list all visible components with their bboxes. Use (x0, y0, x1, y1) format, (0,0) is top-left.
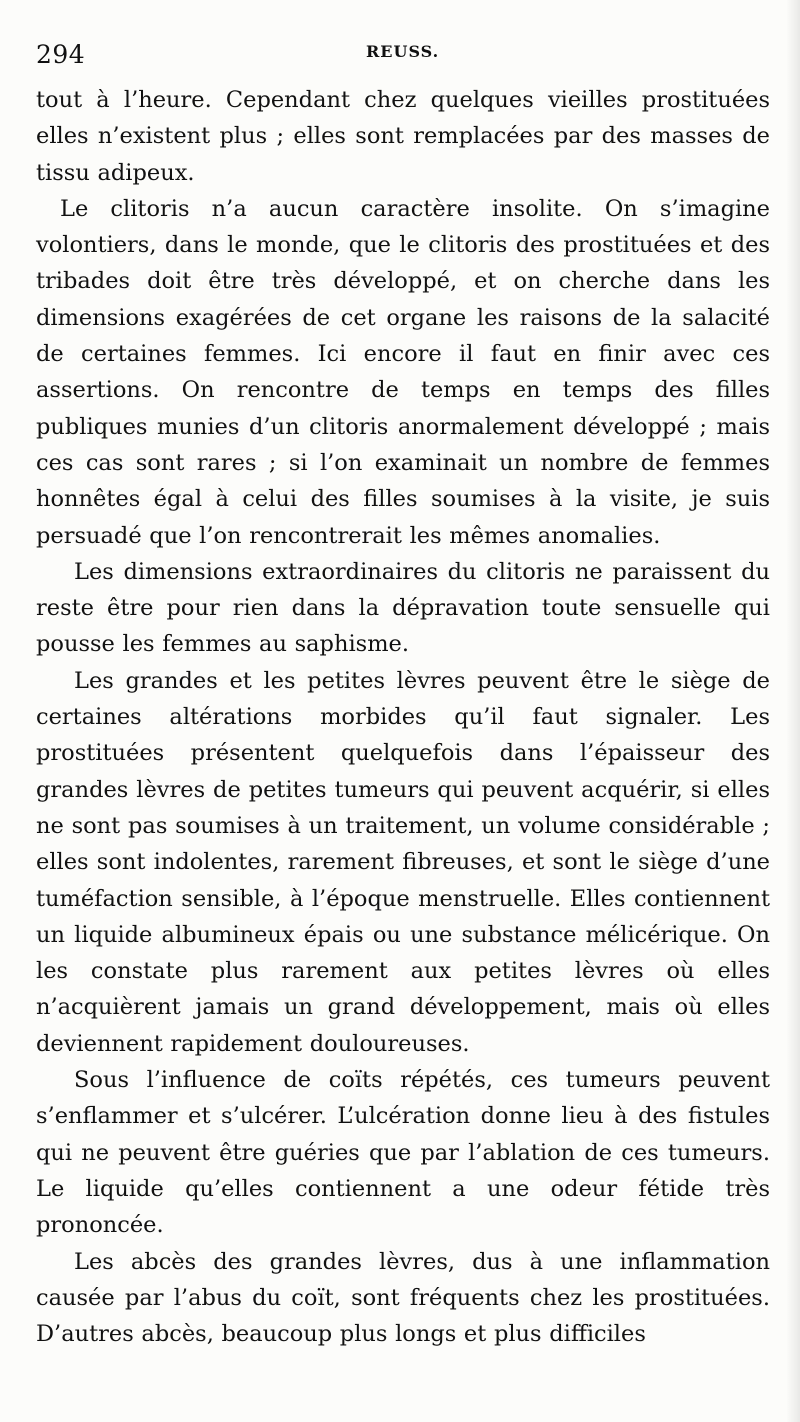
paragraph-dimensions: Les dimensions extraordinaires du clitoris ne paraissent du reste être pour rien dans la dépravation toute sensuelle qui pousse les femmes au saphisme. (36, 558, 770, 658)
paragraph-clitoris: Le clitoris n’a aucun caractère insolite. On s’imagine volontiers, dans le monde, que le clitoris des prostituées et des tribades doit être très développé, et on cherche dans les dimensions exagérées de cet organe les raisons de la salacité de certaines femmes. Ici encore il faut en finir avec ces assertions. On rencontre de temps en temps des filles publiques munies d’un clitoris anormalement développé ; mais ces cas sont rares ; si l’on examinait un nombre de femmes honnêtes égal à celui des filles soumises à la visite, je suis persuadé que l’on rencontrerait les mêmes anomalies. (36, 195, 770, 549)
paragraph-levres: Les grandes et les petites lèvres peuvent être le siège de certaines altérations morbides qu’il faut signaler. Les prostituées présentent quelquefois dans l’épaisseur des grandes lèvres de petites tumeurs qui peuvent acquérir, si elles ne sont pas soumises à un traitement, un volume considérable ; elles sont indolentes, rarement fibreuses, et sont le siège d’une tuméfaction sensible, à l’époque menstruelle. Elles contiennent un liquide albumineux épais ou une substance mélicérique. On les constate plus rarement aux petites lèvres où elles n’acquièrent jamais un grand développement, mais où elles deviennent rapidement douloureuses. (36, 667, 770, 1057)
running-head: REUSS. (366, 42, 440, 61)
page-number: 294 (36, 40, 86, 69)
paragraph-continuation: tout à l’heure. Cependant chez quelques vieilles prostituées elles n’existent plus ; elles sont remplacées par des masses de tissu adipeux. (36, 87, 770, 186)
paragraph-coits: Sous l’influence de coïts répétés, ces tumeurs peuvent s’enflammer et s’ulcérer. L’ulcération donne lieu à des fistules qui ne peuvent être guéries que par l’ablation de ces tumeurs. Le liquide qu’elles contiennent a une odeur fétide très prononcée. (36, 1067, 770, 1239)
paragraph-abces: Les abcès des grandes lèvres, dus à une inflammation causée par l’abus du coït, sont fréquents chez les prostituées. D’autres abcès, beaucoup plus longs et plus difficiles (36, 1248, 770, 1348)
page-edge-shadow (786, 0, 800, 1422)
page-header (36, 36, 766, 76)
body-text (36, 82, 770, 1352)
